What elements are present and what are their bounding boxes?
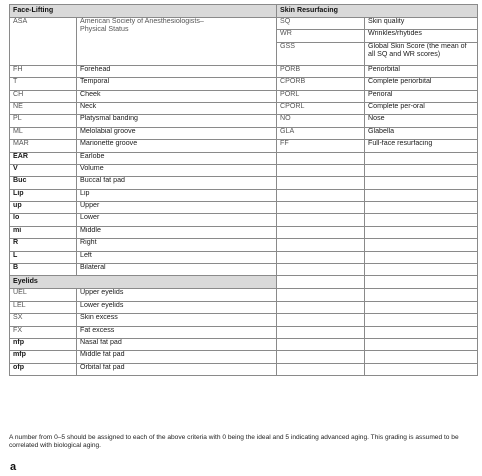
abbr-cell: SX	[10, 314, 77, 326]
desc-cell: Platysmal banding	[77, 115, 277, 127]
right-abbr-cell: WR	[277, 30, 365, 42]
abbr-cell: lo	[10, 214, 77, 226]
abbr-cell	[277, 226, 365, 238]
abbr-cell: UEL	[10, 289, 77, 301]
desc-cell: Orbital fat pad	[77, 363, 277, 375]
right-desc-cell: Wrinkles/rhytides	[365, 30, 478, 42]
empty-cell	[277, 351, 365, 363]
skin-resurfacing-header: Skin Resurfacing	[277, 5, 478, 18]
desc-cell	[365, 152, 478, 164]
abbr-cell: PORB	[277, 65, 365, 77]
abbr-cell: Buc	[10, 177, 77, 189]
abbr-cell: R	[10, 239, 77, 251]
table-row	[10, 289, 478, 301]
abbr-cell: ML	[10, 127, 77, 139]
desc-cell	[365, 177, 478, 189]
footnote: A number from 0–5 should be assigned to each of the above criteria with 0 being the ideal and 5 indicating advanced aging. This grading is assumed to be correlated with biological aging.	[9, 434, 459, 450]
desc-cell	[365, 226, 478, 238]
desc-cell: Perioral	[365, 90, 478, 102]
table-row	[10, 214, 478, 226]
table-row	[10, 78, 478, 90]
abbr-cell	[277, 251, 365, 263]
table-row	[10, 351, 478, 363]
desc-cell: Nasal fat pad	[77, 338, 277, 350]
abbr-cell: V	[10, 164, 77, 176]
abbr-cell: mi	[10, 226, 77, 238]
empty-cell	[277, 301, 365, 313]
desc-cell: Cheek	[77, 90, 277, 102]
abbr-cell: CH	[10, 90, 77, 102]
abbr-cell: LEL	[10, 301, 77, 313]
empty-cell	[365, 276, 478, 289]
table-row	[10, 202, 478, 214]
abbr-cell: L	[10, 251, 77, 263]
empty-cell	[365, 326, 478, 338]
abbr-cell: PL	[10, 115, 77, 127]
table-row	[10, 177, 478, 189]
desc-cell: Full-face resurfacing	[365, 140, 478, 152]
desc-cell: Nose	[365, 115, 478, 127]
desc-cell	[365, 264, 478, 276]
abbr-cell: PORL	[277, 90, 365, 102]
abbr-cell	[277, 189, 365, 201]
table-row	[10, 152, 478, 164]
desc-cell	[365, 239, 478, 251]
abbr-cell: B	[10, 264, 77, 276]
eyelids-header: Eyelids	[10, 276, 277, 289]
abbr-cell: mfp	[10, 351, 77, 363]
desc-cell: Buccal fat pad	[77, 177, 277, 189]
empty-cell	[365, 289, 478, 301]
empty-cell	[277, 276, 365, 289]
desc-cell: Complete periorbital	[365, 78, 478, 90]
abbr-cell: CPORB	[277, 78, 365, 90]
empty-cell	[277, 314, 365, 326]
table-row	[10, 338, 478, 350]
desc-cell: Skin excess	[77, 314, 277, 326]
table-row	[10, 363, 478, 375]
desc-cell: Periorbital	[365, 65, 478, 77]
abbreviation-table	[9, 4, 478, 376]
table-row	[10, 301, 478, 313]
abbr-cell: EAR	[10, 152, 77, 164]
abbr-cell	[277, 264, 365, 276]
right-desc-cell: Global Skin Score (the mean of all SQ and WR scores)	[365, 42, 478, 65]
abbr-cell: ofp	[10, 363, 77, 375]
table-row	[10, 127, 478, 139]
table-row	[10, 189, 478, 201]
desc-cell: Earlobe	[77, 152, 277, 164]
desc-cell	[365, 164, 478, 176]
abbr-cell: T	[10, 78, 77, 90]
empty-cell	[365, 363, 478, 375]
table-row	[10, 251, 478, 263]
empty-cell	[277, 363, 365, 375]
empty-cell	[365, 338, 478, 350]
abbr-cell: NO	[277, 115, 365, 127]
empty-cell	[277, 326, 365, 338]
desc-cell: Fat excess	[77, 326, 277, 338]
desc-cell: Forehead	[77, 65, 277, 77]
asa-desc-cell: American Society of Anesthesiologists–Physical Status	[77, 18, 277, 66]
abbr-cell	[277, 239, 365, 251]
table-row	[10, 326, 478, 338]
desc-cell: Upper	[77, 202, 277, 214]
table-row	[10, 264, 478, 276]
empty-cell	[365, 351, 478, 363]
abbr-cell: FF	[277, 140, 365, 152]
desc-cell: Bilateral	[77, 264, 277, 276]
asa-abbr-cell: ASA	[10, 18, 77, 66]
desc-cell: Glabella	[365, 127, 478, 139]
right-desc-cell: Skin quality	[365, 18, 478, 30]
abbr-cell: FH	[10, 65, 77, 77]
desc-cell	[365, 251, 478, 263]
face-lifting-header: Face-Lifting	[10, 5, 277, 18]
desc-cell: Volume	[77, 164, 277, 176]
desc-cell: Upper eyelids	[77, 289, 277, 301]
desc-cell: Neck	[77, 102, 277, 114]
desc-cell	[365, 189, 478, 201]
abbr-cell: Lip	[10, 189, 77, 201]
right-abbr-cell: GSS	[277, 42, 365, 65]
desc-cell: Left	[77, 251, 277, 263]
abbr-cell: nfp	[10, 338, 77, 350]
table-row	[10, 65, 478, 77]
table-row	[10, 239, 478, 251]
empty-cell	[365, 301, 478, 313]
table-row	[10, 226, 478, 238]
desc-cell	[365, 202, 478, 214]
empty-cell	[365, 314, 478, 326]
desc-cell	[365, 214, 478, 226]
table-row	[10, 140, 478, 152]
desc-cell: Marionette groove	[77, 140, 277, 152]
desc-cell: Lower	[77, 214, 277, 226]
abbr-cell: GLA	[277, 127, 365, 139]
abbr-cell: MAR	[10, 140, 77, 152]
desc-cell: Temporal	[77, 78, 277, 90]
table-row	[10, 164, 478, 176]
desc-cell: Lower eyelids	[77, 301, 277, 313]
table-row	[10, 90, 478, 102]
abbr-cell	[277, 164, 365, 176]
abbr-cell	[277, 202, 365, 214]
abbr-cell	[277, 214, 365, 226]
abbr-cell	[277, 152, 365, 164]
desc-cell: Complete per-oral	[365, 102, 478, 114]
abbr-cell: NE	[10, 102, 77, 114]
table-row	[10, 102, 478, 114]
abbr-cell	[277, 177, 365, 189]
panel-label: a	[10, 461, 17, 473]
abbr-cell: up	[10, 202, 77, 214]
right-abbr-cell: SQ	[277, 18, 365, 30]
desc-cell: Middle	[77, 226, 277, 238]
empty-cell	[277, 338, 365, 350]
abbr-cell: CPORL	[277, 102, 365, 114]
desc-cell: Lip	[77, 189, 277, 201]
desc-cell: Melolabial groove	[77, 127, 277, 139]
desc-cell: Right	[77, 239, 277, 251]
table-row	[10, 115, 478, 127]
empty-cell	[277, 289, 365, 301]
table-row	[10, 314, 478, 326]
desc-cell: Middle fat pad	[77, 351, 277, 363]
abbr-cell: FX	[10, 326, 77, 338]
